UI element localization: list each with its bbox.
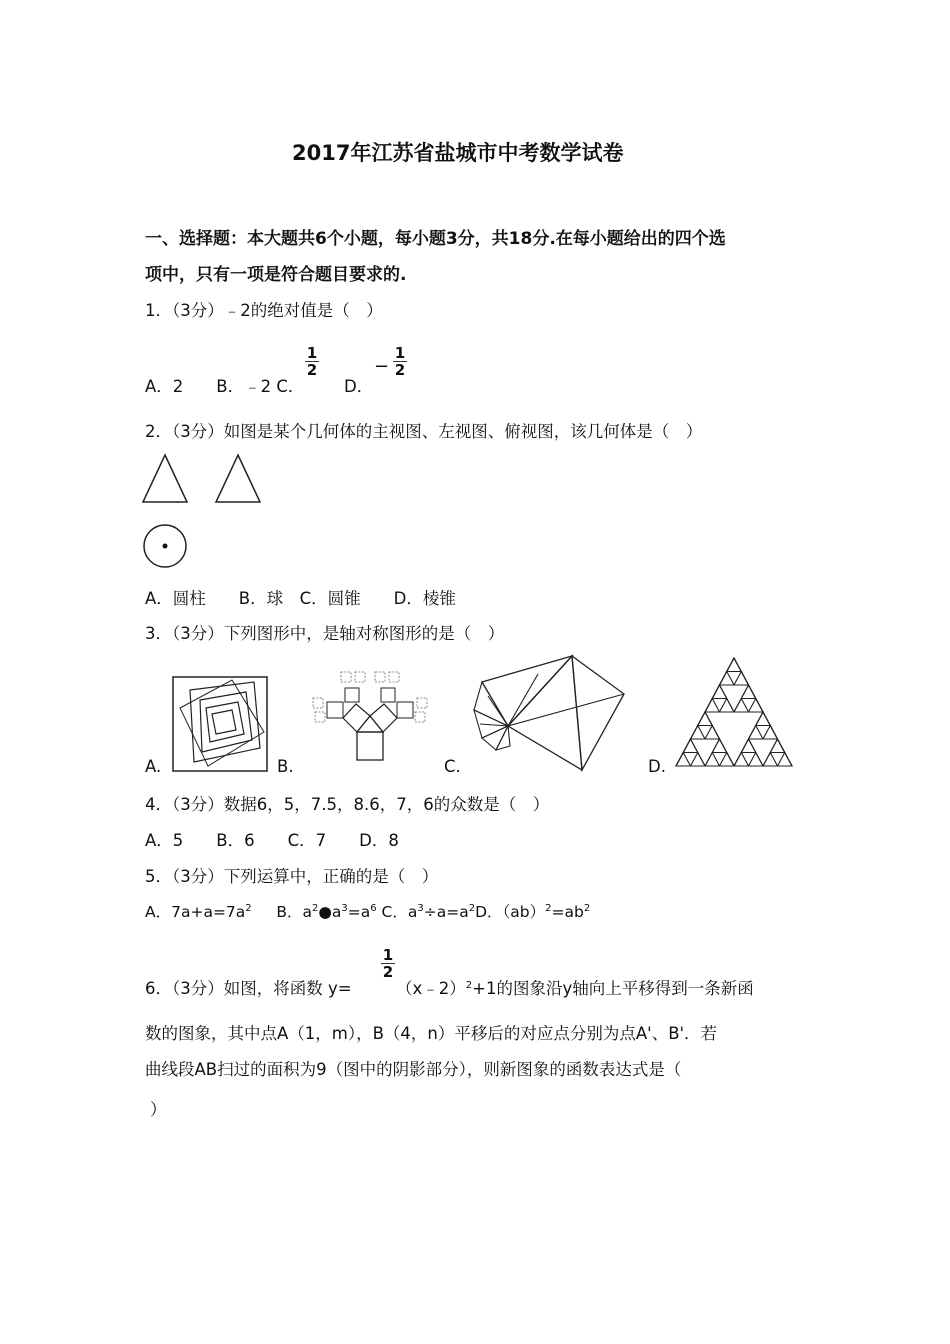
q1-option-c-fraction: [305, 346, 319, 377]
sierpinski-subtriangle: [683, 739, 698, 753]
sierpinski-subtriangle: [734, 699, 749, 713]
q5-c-exp1: 3: [417, 903, 424, 914]
sierpinski-subtriangle: [770, 739, 785, 753]
front-view-triangle: [143, 455, 187, 502]
sierpinski-subtriangle: [727, 658, 742, 672]
q1-stem: 1．（3分）﹣2的绝对值是（ ）: [145, 301, 383, 320]
q6-stem-c: +1的图象沿y轴向上平移得到一条新函: [472, 979, 754, 998]
q5-option-c: C．a: [381, 903, 418, 921]
q5-option-c-mid: ÷a=a: [423, 903, 469, 921]
sierpinski-subtriangle: [705, 699, 720, 713]
sierpinski-subtriangle: [749, 699, 764, 713]
q1-option-d-fraction: [393, 346, 407, 377]
page-title: 2017年江苏省盐城市中考数学试卷: [292, 141, 624, 165]
sierpinski-subtriangle: [741, 685, 756, 699]
q6-frac-num: 1: [382, 946, 394, 964]
sierpinski-subtriangle: [676, 753, 691, 767]
q5-option-b-mid: ●a: [318, 903, 342, 921]
q1-option-d-label: D．: [344, 377, 374, 396]
q4-options: A．5 B．6 C．7 D．8: [145, 831, 399, 850]
q6-fraction: [381, 948, 395, 979]
sierpinski-subtriangle: [720, 753, 735, 767]
q1-options: A．2 B．﹣2 C．: [145, 377, 305, 396]
sierpinski-subtriangle: [720, 672, 735, 686]
q1-minus-sign: −: [374, 356, 390, 377]
side-view-triangle: [216, 455, 260, 502]
q6-line2: 数的图象，其中点A（1，m），B（4，n）平移后的对应点分别为点A'、B'．若: [145, 1024, 718, 1043]
q5-option-d-end: =ab: [551, 903, 584, 921]
q5-option-b: B．a: [276, 903, 312, 921]
q5-b-exp1: 2: [311, 903, 319, 914]
q1-frac-num: 1: [306, 344, 318, 362]
sierpinski-subtriangle: [712, 739, 727, 753]
q5-a-exp: 2: [245, 903, 252, 914]
q4-stem: 4．（3分）数据6，5，7.5，8.6，7，6的众数是（ ）: [145, 795, 550, 814]
q6-exp: 2: [465, 980, 473, 991]
sierpinski-subtriangle: [691, 726, 706, 740]
q6-stem-b: （x﹣2）: [396, 979, 466, 998]
sierpinski-subtriangle: [712, 685, 727, 699]
sierpinski-subtriangle: [763, 726, 778, 740]
sierpinski-subtriangle: [720, 699, 735, 713]
q5-c-exp2: 2: [468, 903, 476, 914]
q3-figure-b-pythagoras-tree: [305, 668, 435, 768]
sierpinski-subtriangle: [749, 726, 764, 740]
q3-figure-c-spiral-triangles: [468, 654, 628, 774]
q3-label-b: B.: [277, 757, 294, 776]
q3-label-d: D.: [648, 757, 666, 776]
q5-stem: 5．（3分）下列运算中，正确的是（ ）: [145, 867, 439, 886]
sierpinski-subtriangle: [698, 712, 713, 726]
q5-option-d: D．（ab）: [475, 903, 546, 921]
q3-figure-a-nested-squares: [172, 676, 268, 772]
sierpinski-subtriangle: [763, 753, 778, 767]
q6-stem-a: 6．（3分）如图，将函数 y=: [145, 979, 352, 998]
q3-figure-d-sierpinski-triangle: [676, 656, 796, 768]
q1-frac-den: 2: [306, 361, 318, 379]
q6-line3: 曲线段AB扫过的面积为9（图中的阴影部分），则新图象的函数表达式是（: [145, 1060, 682, 1079]
section-heading-line1: 一、选择题：本大题共6个小题，每小题3分，共18分.在每小题给出的四个选: [145, 229, 726, 249]
q5-b-exp2: 3: [341, 903, 348, 914]
q5-option-b-end: =a: [347, 903, 371, 921]
q5-d-exp2: 2: [583, 903, 591, 914]
sierpinski-subtriangle: [691, 753, 706, 767]
q6-frac-den: 2: [382, 963, 394, 981]
sierpinski-subtriangle: [705, 726, 720, 740]
q6-line4: ）: [150, 1100, 167, 1119]
sierpinski-subtriangle: [734, 672, 749, 686]
q2-three-views-figure: [140, 450, 270, 570]
sierpinski-subtriangle: [741, 739, 756, 753]
sierpinski-subtriangle: [705, 753, 720, 767]
q3-label-c: C.: [444, 757, 461, 776]
sierpinski-subtriangle: [756, 712, 771, 726]
q5-b-exp3: 6: [370, 903, 377, 914]
q1-frac-den-d: 2: [394, 361, 406, 379]
top-view-center-dot: [163, 544, 168, 549]
sierpinski-subtriangle: [778, 753, 793, 767]
q6-stem-rest: [396, 975, 754, 999]
q5-d-exp1: 2: [545, 903, 552, 914]
sierpinski-subtriangle: [749, 753, 764, 767]
q1-frac-num-d: 1: [394, 344, 406, 362]
q3-label-a: A.: [145, 757, 162, 776]
q3-stem: 3．（3分）下列图形中，是轴对称图形的是（ ）: [145, 624, 505, 643]
sierpinski-subtriangle: [734, 753, 749, 767]
q5-option-a: A．7a+a=7a: [145, 903, 246, 921]
q2-stem: 2．（3分）如图是某个几何体的主视图、左视图、俯视图，该几何体是（ ）: [145, 422, 703, 441]
section-heading-line2: 项中，只有一项是符合题目要求的.: [145, 265, 407, 285]
q2-options: A．圆柱 B．球 C．圆锥 D．棱锥: [145, 589, 456, 608]
q5-options: [145, 900, 590, 922]
